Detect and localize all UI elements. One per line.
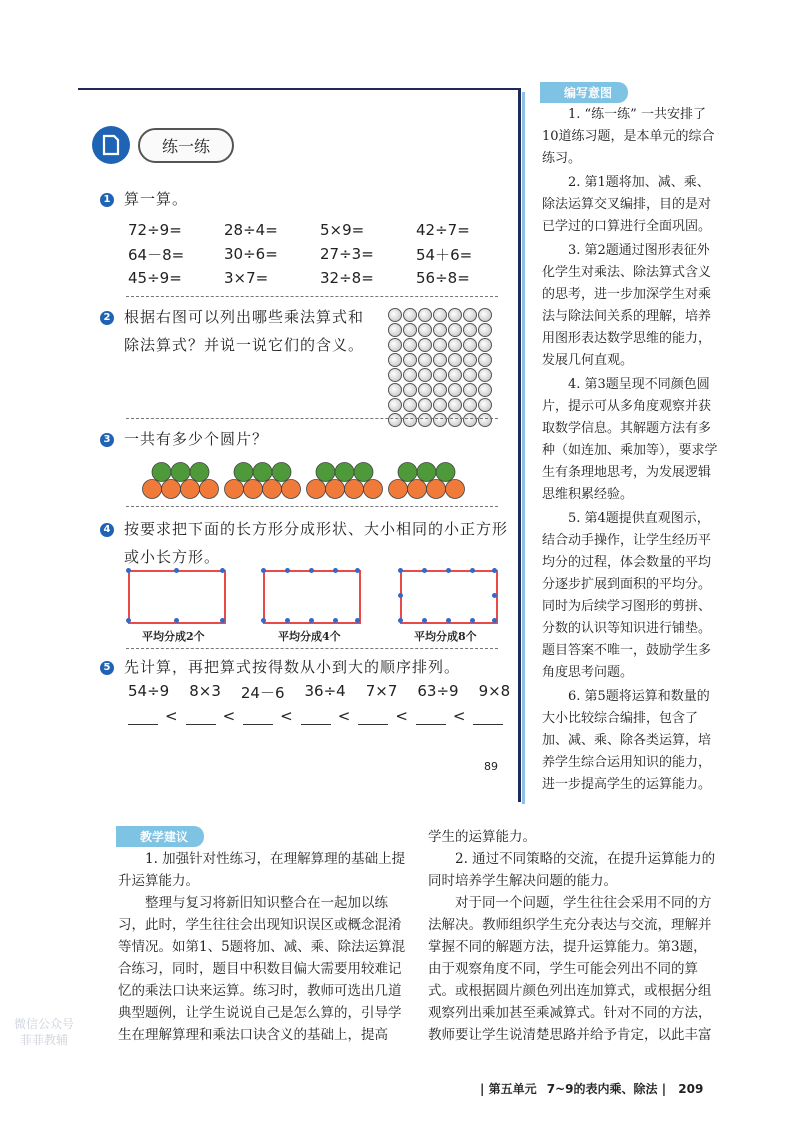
grid-dot [446,618,451,623]
circle-dot [433,413,447,427]
colored-disc [354,463,373,482]
question-number: 3 [100,433,114,447]
circle-dot [403,368,417,382]
circle-dot [448,368,462,382]
grid-dot [492,593,497,598]
footer-unit: 第五单元 [488,1082,537,1096]
question-number: 1 [100,193,114,207]
colored-disc [190,463,209,482]
grid-dot [261,618,266,623]
colored-disc [244,480,263,499]
question-2 [100,306,364,327]
question-number: 5 [100,661,114,675]
question-4 [100,518,508,539]
suggest-header: 教学建议 [116,826,204,847]
colored-disc [427,480,446,499]
circle-dot [388,323,402,337]
circle-dot [403,308,417,322]
circle-dot [388,368,402,382]
paragraph: 整理与复习将新旧知识整合在一起加以练习，此时，学生往往会出现知识误区或概念混淆等情况。如第1、5题将加、减、乘、除法运算混合练习，同时，题目中积数目偏大需要用较难记忆的乘法口诀来运算。练习时，教师可选出几道典型题例，让学生说说自己是怎么算的，引导学生在理解算理和乘法口诀含义的基础上，提高 [118,895,406,1043]
answer-blank[interactable] [416,710,446,725]
circle-dot [403,398,417,412]
paragraph: 4. 第3题呈现不同颜色圆片，提示可从多角度观察并获取数学信息。其解题方法有多种（如连加、乘加等），要求学生有条理地思考，为发展逻辑思维积累经验。 [542,377,718,502]
equation: 28÷4= [224,221,278,239]
grid-dot [446,568,451,573]
answer-blank[interactable] [358,710,388,725]
colored-disc [272,463,291,482]
circle-dot [448,353,462,367]
circle-dot [403,383,417,397]
colored-disc [335,463,354,482]
side-header: 编写意图 [540,82,628,103]
colored-disc [398,463,417,482]
circle-dot [418,413,432,427]
question-number: 2 [100,311,114,325]
question-text-cont: 或小长方形。 [124,548,221,566]
circle-dot [478,323,492,337]
grid-dot [422,618,427,623]
section-title: 练一练 [138,128,234,163]
grid-dot [220,568,225,573]
circle-dot [388,338,402,352]
equation-row [128,242,512,266]
colored-disc [152,463,171,482]
equation: 56÷8= [416,269,470,287]
circle-dot [388,398,402,412]
rectangle-1 [128,570,226,624]
paragraph: 1. 加强针对性练习，在理解算理的基础上提升运算能力。 [118,851,406,889]
grid-dot [398,568,403,573]
equation: 5×9= [320,221,365,239]
circle-dot [403,323,417,337]
circle-dot [418,308,432,322]
answer-blank[interactable] [301,710,331,725]
circle-dot [463,323,477,337]
circle-dot [418,383,432,397]
colored-disc [225,480,244,499]
question-3 [100,428,268,449]
circle-dot [463,368,477,382]
less-than-sign: < [395,707,408,725]
grid-dot [492,618,497,623]
question-text: 先计算，再把算式按得数从小到大的顺序排列。 [124,658,461,676]
grid-dot [309,618,314,623]
answer-blank[interactable] [473,710,503,725]
colored-disc [181,480,200,499]
colored-disc [234,463,253,482]
circle-dot [418,323,432,337]
expression: 9×8 [478,682,511,700]
circle-dots-grid [388,308,492,427]
circle-dot [403,353,417,367]
paragraph: 1. “练一练” 一共安排了10道练习题，是本单元的综合练习。 [542,107,715,166]
footer-topic: 7~9的表内乘、除法 [546,1082,658,1096]
colored-disc [436,463,455,482]
expression: 36÷4 [304,682,346,700]
circle-dot [448,383,462,397]
watermark-line: 微信公众号 [14,1017,75,1031]
rectangle-caption: 平均分成2个 [142,630,205,643]
colored-disc [389,480,408,499]
grid-dot [174,618,179,623]
circle-dot [478,383,492,397]
equation: 64－8= [128,245,185,264]
less-than-sign: < [452,707,466,725]
circle-dot [433,338,447,352]
rectangle-caption: 平均分成8个 [414,630,477,643]
equation: 3×7= [224,269,269,287]
colored-disc [408,480,427,499]
question-text: 根据右图可以列出哪些乘法算式和 [124,308,365,326]
grid-dot [126,618,131,623]
equation-row [128,266,512,290]
page-footer: | 第五单元 7~9的表内乘、除法 | 209 [480,1082,704,1096]
circle-dot [478,308,492,322]
suggest-left-column [118,848,408,1046]
section-header [92,126,234,164]
divider [126,648,498,649]
circle-dot [403,338,417,352]
paragraph: 2. 通过不同策略的交流，在提升运算能力的同时培养学生解决问题的能力。 [428,851,716,889]
question-text: 算一算。 [124,190,189,208]
paragraph: 6. 第5题将运算和数量的大小比较综合编排，包含了加、减、乘、除各类运算，培养学生综合运用知识的能力，进一步提高学生的运算能力。 [542,689,712,792]
q1-equations [128,218,512,290]
circle-dot [463,398,477,412]
expression: 24－6 [240,684,285,702]
watermark [14,1016,74,1048]
grid-dot [174,568,179,573]
circle-dot [463,383,477,397]
footer-page-number: 209 [678,1082,704,1096]
question-text-cont: 除法算式？并说一说它们的含义。 [124,336,365,354]
colored-disc [417,463,436,482]
colored-disc [316,463,335,482]
circle-dot [463,413,477,427]
circle-dot [433,323,447,337]
rectangle-3 [400,570,498,624]
circle-dot [448,323,462,337]
equation: 42÷7= [416,221,470,239]
paragraph: 2. 第1题将加、减、乘、除法运算交叉编排，目的是对已学过的口算进行全面巩固。 [542,175,712,234]
circle-dot [388,383,402,397]
colored-disc [253,463,272,482]
circle-dot [463,338,477,352]
circle-dot [478,413,492,427]
colored-disc [282,480,301,499]
colored-disc [162,480,181,499]
circle-dot [478,338,492,352]
colored-disc [171,463,190,482]
less-than-sign: < [280,707,293,725]
circle-dot [388,308,402,322]
circle-dot [433,383,447,397]
grid-dot [126,568,131,573]
grid-dot [398,618,403,623]
less-than-sign: < [222,707,236,725]
grid-dot [398,593,403,598]
circle-dot [418,368,432,382]
equation: 54＋6= [416,245,473,264]
circle-dot [448,413,462,427]
colored-disc [326,480,345,499]
paragraph: 5. 第4题提供直观图示，结合动手操作，让学生经历平均分的过程，体会数量的平均分逐步扩展到面积的平均分。同时为后续学习图形的剪拼、分数的认识等知识进行铺垫。题目答案不唯一，鼓励学生多角度思考问题。 [542,511,712,680]
grid-dot [309,568,314,573]
circle-dot [433,308,447,322]
less-than-sign: < [337,707,351,725]
answer-blank[interactable] [186,710,216,725]
q5-expressions [128,682,530,703]
colored-disc [200,480,219,499]
grid-dot [333,568,338,573]
circle-dot [478,368,492,382]
question-1 [100,188,188,209]
ordering-blanks [128,707,510,725]
grid-dot [333,618,338,623]
grid-dot [470,618,475,623]
circle-dot [433,353,447,367]
circle-dot [403,413,417,427]
colored-disc [143,480,162,499]
circle-dot [388,413,402,427]
circle-dot [433,368,447,382]
circle-dot [418,398,432,412]
circle-dot [463,353,477,367]
watermark-line: 菲菲教辅 [20,1033,69,1047]
answer-blank[interactable] [128,710,158,725]
grid-dot [285,568,290,573]
equation-row [128,218,512,242]
equation: 27÷3= [320,245,374,263]
rectangle-caption: 平均分成4个 [278,630,341,643]
textbook-page-number: 89 [484,760,498,773]
divider [126,418,498,419]
grid-dot [470,568,475,573]
answer-blank[interactable] [243,710,273,725]
expression: 63÷9 [417,682,459,700]
question-text: 按要求把下面的长方形分成形状、大小相同的小正方形 [124,520,509,538]
suggest-right-column [428,826,720,1046]
colored-disc [364,480,383,499]
expression: 54÷9 [128,682,170,700]
equation: 32÷8= [320,269,374,287]
expression: 7×7 [365,682,398,700]
grid-dot [355,568,360,573]
design-intent-column [542,104,722,798]
equation: 30÷6= [224,245,278,263]
rectangle-2 [263,570,361,624]
circle-dot [448,398,462,412]
circle-dot [388,353,402,367]
circle-dot [418,353,432,367]
grid-dot [422,568,427,573]
circle-dot [418,338,432,352]
equation: 45÷9= [128,269,182,287]
circle-dot [463,308,477,322]
grid-dot [492,568,497,573]
grid-dot [220,618,225,623]
equation: 72÷9= [128,221,182,239]
circle-dot [448,338,462,352]
divider [126,296,498,297]
colored-disc [446,480,465,499]
question-5 [100,656,460,677]
grid-dot [285,618,290,623]
divider [126,506,498,507]
colored-disc [307,480,326,499]
colored-discs-figure [140,452,480,500]
question-number: 4 [100,523,114,537]
paragraph: 3. 第2题通过图形表征外化学生对乘法、除法算式含义的思考，进一步加深学生对乘法与除法间关系的理解，培养用图形表达数学思维的能力，发展几何直观。 [542,243,712,368]
paragraph: 学生的运算能力。 [428,829,536,845]
circle-dot [433,398,447,412]
colored-disc [263,480,282,499]
question-text: 一共有多少个圆片？ [124,430,269,448]
colored-disc [345,480,364,499]
circle-dot [478,353,492,367]
less-than-sign: < [165,707,178,725]
circle-dot [478,398,492,412]
expression: 8×3 [189,682,221,700]
circle-dot [448,308,462,322]
book-icon [92,126,130,164]
grid-dot [355,618,360,623]
paragraph: 对于同一个问题，学生往往会采用不同的方法解决。教师组织学生充分表达与交流，理解并掌握不同的解题方法，提升运算能力。第3题，由于观察角度不同，学生可能会列出不同的算式。或根据圆片颜色列出连加算式，或根据分组观察列出乘加甚至乘减算式。针对不同的方法，教师要让学生说清楚思路并给予肯定，以此丰富 [428,895,712,1043]
grid-dot [261,568,266,573]
